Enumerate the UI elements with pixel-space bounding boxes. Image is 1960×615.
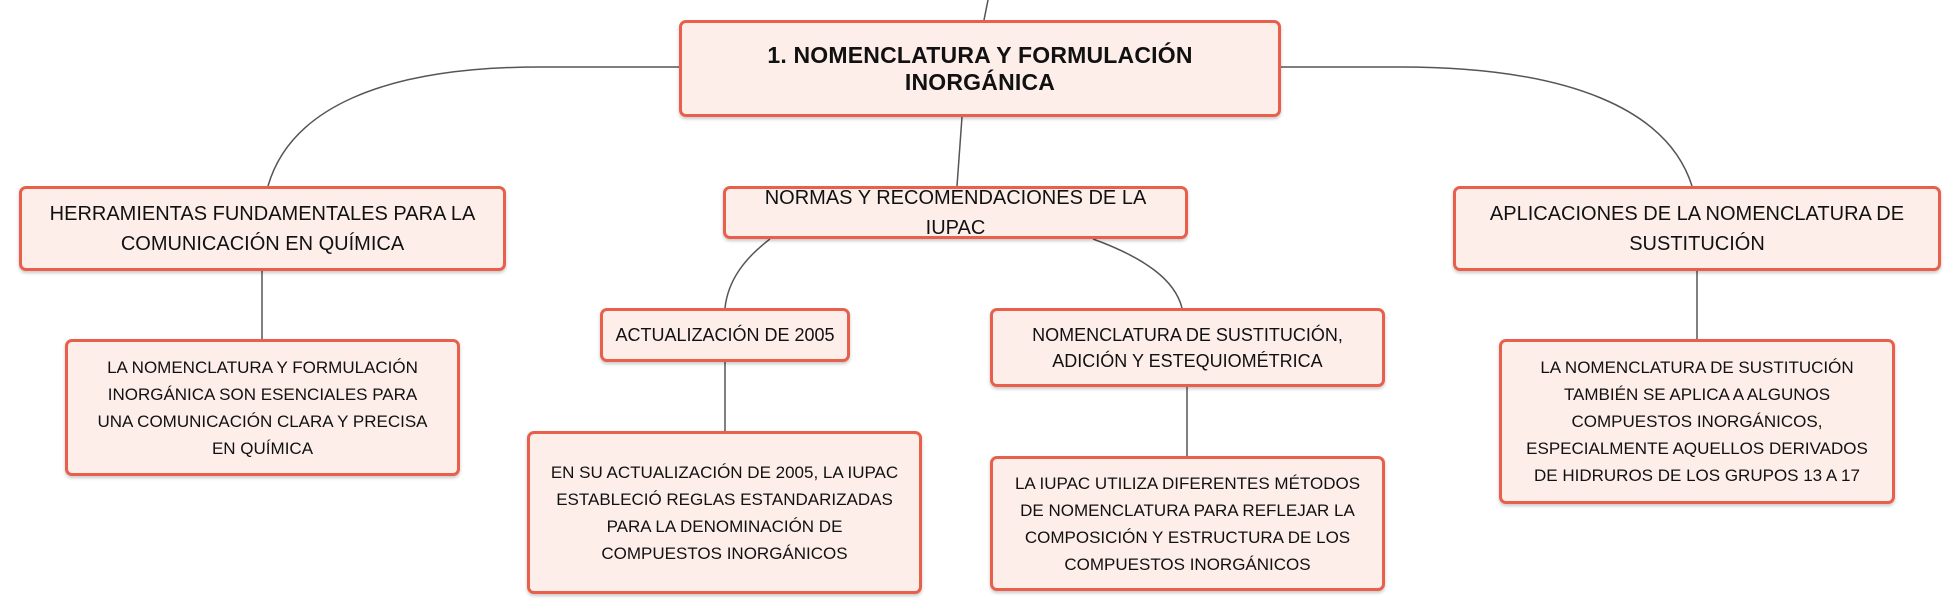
branch-center-label: NORMAS Y RECOMENDACIONES DE LA IUPAC (764, 186, 1147, 239)
branch-left-label: HERRAMIENTAS FUNDAMENTALES PARA LA COMUNICACIÓN EN QUÍMICA (49, 202, 476, 255)
subtopic-update-2005-label: ACTUALIZACIÓN DE 2005 (615, 325, 835, 345)
branch-left-detail[interactable] (65, 339, 460, 476)
branch-right-detail[interactable] (1499, 339, 1895, 504)
connector-root-left (268, 67, 679, 186)
subtopic-nomenclature-methods-label: NOMENCLATURA DE SUSTITUCIÓN, ADICIÓN Y ESTEQUIOMÉTRICA (1032, 324, 1343, 371)
subtopic-nomenclature-methods-detail[interactable] (990, 456, 1385, 591)
branch-left-detail-text: LA NOMENCLATURA Y FORMULACIÓN INORGÁNICA SON ESENCIALES PARA UNA COMUNICACIÓN CLARA Y PRECISA EN QUÍMICA (97, 357, 428, 458)
subtopic-update-2005-detail[interactable] (527, 431, 922, 594)
subtopic-nomenclature-methods-detail-text: LA IUPAC UTILIZA DIFERENTES MÉTODOS DE NOMENCLATURA PARA REFLEJAR LA COMPOSICIÓN Y ESTRUCTURA DE LOS COMPUESTOS INORGÁNICOS (1014, 473, 1361, 574)
connector-root-right (1281, 67, 1692, 186)
root-topic-label: 1. NOMENCLATURA Y FORMULACIÓN INORGÁNICA (767, 41, 1193, 95)
branch-right-label: APLICACIONES DE LA NOMENCLATURA DE SUSTITUCIÓN (1489, 202, 1905, 255)
root-topic[interactable] (679, 20, 1281, 117)
connector-center-methods (1093, 239, 1182, 308)
branch-right[interactable] (1453, 186, 1941, 271)
connector-root-center (957, 117, 962, 186)
subtopic-update-2005-detail-text: EN SU ACTUALIZACIÓN DE 2005, LA IUPAC ESTABLECIÓ REGLAS ESTANDARIZADAS PARA LA DENOMINACIÓN DE COMPUESTOS INORGÁNICOS (550, 462, 899, 563)
branch-right-detail-text: LA NOMENCLATURA DE SUSTITUCIÓN TAMBIÉN SE APLICA A ALGUNOS COMPUESTOS INORGÁNICOS, ESPECIALMENTE AQUELLOS DERIVADOS DE HIDRUROS DE LOS GRUPOS 13 A 17 (1526, 358, 1868, 485)
connector-center-update (725, 239, 770, 308)
connector-root-parent (984, 0, 988, 20)
branch-center[interactable] (723, 186, 1188, 239)
branch-left[interactable] (19, 186, 506, 271)
subtopic-update-2005[interactable] (600, 308, 850, 362)
subtopic-nomenclature-methods[interactable] (990, 308, 1385, 387)
